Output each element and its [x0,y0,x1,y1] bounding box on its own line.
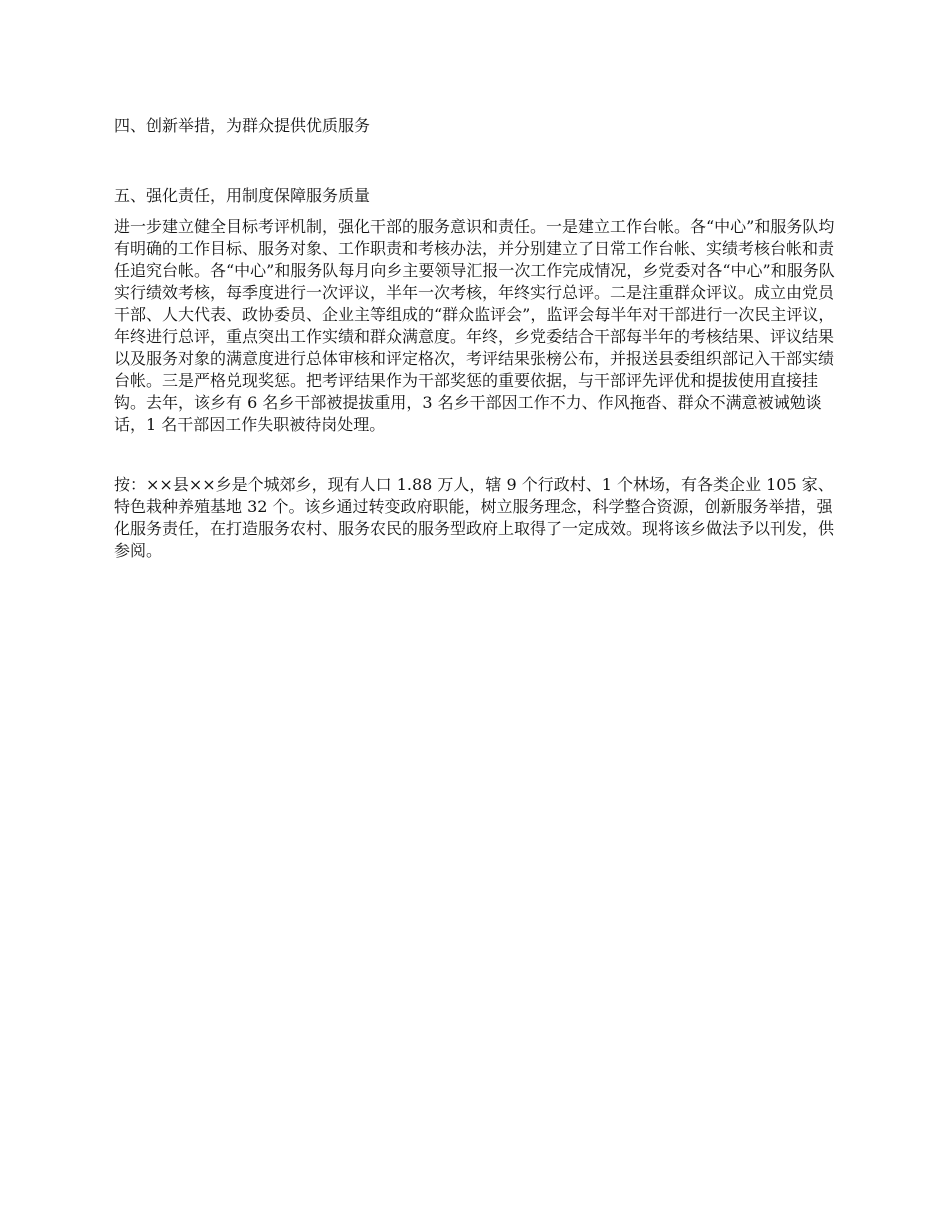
section-heading-four: 四、创新举措，为群众提供优质服务 [114,116,371,135]
section-heading-five: 五、强化责任，用制度保障服务质量 [114,186,371,205]
editor-note-paragraph: 按：××县××乡是个城郊乡，现有人口 1.88 万人，辖 9 个行政村、1 个林场，有各类企业 105 家、特色栽种养殖基地 32 个。该乡通过转变政府职能，树立服务理念，科学整合资源，创新服务举措，强化服务责任，在打造服务农村、服务农民的服务型政府上取得了一定成效。现将该乡做法予以刊发，供参阅。 [114,475,835,560]
body-paragraph-accountability: 进一步建立健全目标考评机制，强化干部的服务意识和责任。一是建立工作台帐。各“中心”和服务队均有明确的工作目标、服务对象、工作职责和考核办法，并分别建立了日常工作台帐、实绩考核台帐和责任追究台帐。各“中心”和服务队每月向乡主要领导汇报一次工作完成情况，乡党委对各“中心”和服务队实行绩效考核，每季度进行一次评议，半年一次考核，年终实行总评。二是注重群众评议。成立由党员干部、人大代表、政协委员、企业主等组成的“群众监评会”，监评会每半年对干部进行一次民主评议，年终进行总评，重点突出工作实绩和群众满意度。年终，乡党委结合干部每半年的考核结果、评议结果以及服务对象的满意度进行总体审核和评定格次，考评结果张榜公布，并报送县委组织部记入干部实绩台帐。三是严格兑现奖惩。把考评结果作为干部奖惩的重要依据，与干部评先评优和提拔使用直接挂钩。去年，该乡有 6 名乡干部被提拔重用，3 名乡干部因工作不力、作风拖沓、群众不满意被诫勉谈话，1 名干部因工作失职被待岗处理。 [114,217,835,434]
